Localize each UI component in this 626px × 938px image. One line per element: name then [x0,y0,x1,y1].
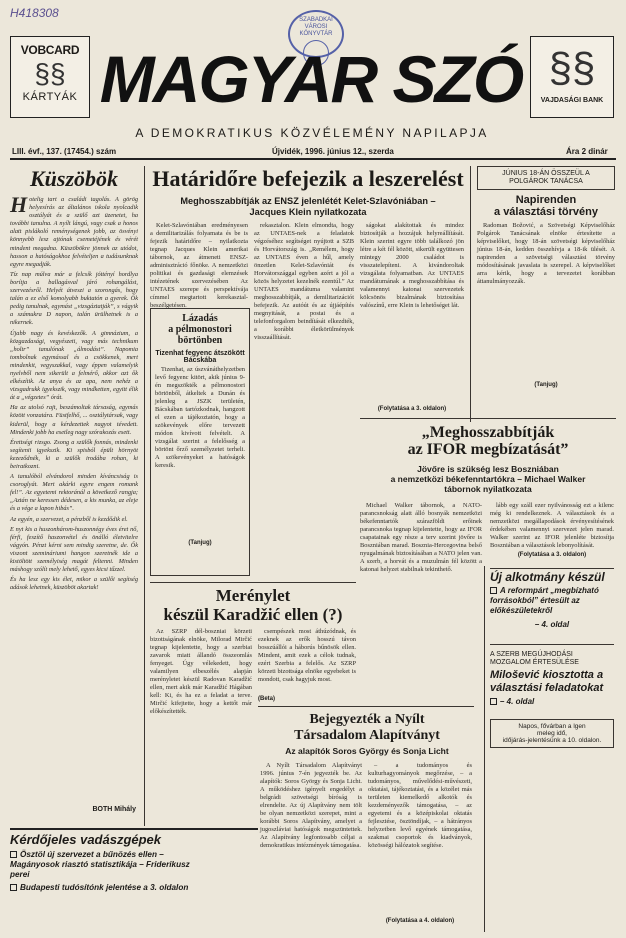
ifor-headline-line: az IFOR megbízatását” [407,441,569,458]
weather-box [490,719,614,748]
drop-cap: H [10,192,28,217]
kuszobok-column [10,166,138,826]
kerdojeles-box [10,828,258,928]
kuszobok-paragraph: Újabb nagy és kevéskezők. A gimnázium, a közgazdasági, vegyészeti, vagy más technikum „holtr” tanulónak „álmodást”. Napomia tombolnak egymással és a csökkenek, mert mindenkit, vegyszakkal, vagy éppen valamelyik nyelvből nem sikerült a felmérő, akkor azt ők elkészítik. Az anya és az apa, nem nehéz a vizsgadrukk igyekszik, vagy mindketten, egyitt élik át a „végzetes” órát. [10,329,138,402]
banner-line: POLGÁROK TANÁCSA [509,178,583,185]
vobcard-ad [10,36,90,118]
column-divider [144,166,145,826]
ifor-col2 [490,502,614,549]
soros-headline [260,712,474,744]
napirenden-title-line: Napirenden [515,194,577,206]
soros-continued: (Folytatása a 4. oldalon) [385,918,455,924]
soros-col2 [368,762,472,912]
issue-price: Ára 2 dinár [566,147,608,156]
napirenden-source: (Tanjug) [534,382,558,388]
lazadas-box [150,308,250,576]
main-story-col1 [150,222,248,309]
merenylet-headline-line: Merénylet [215,586,291,605]
kuszobok-title: Küszöbök [29,166,119,191]
newspaper-page [10,6,616,932]
merenylet-source: (Beta) [258,696,276,702]
ifor-col1 [360,502,482,682]
main-story-text: ságokat alakítottak és mindez biztosítják a hozzájuk helyreállítását. Klein szerint egyre több találkozó jön létre a két fél között, sikerült együttesen mintegy 2000 családot is visszatelepíteni. A kivándoroltak vizsgálata folyamatban. Az UNTAES mandátumának a meghosszabbítása és valamennyi katonai szervezetek kölcsönös bizalmának biztosítása valószínű, erre Klein is lehetőséget lát. [360,222,464,309]
checkbox-icon [490,698,497,705]
kuszobok-paragraph: Ha az utolsó rajt, beszámoltak társaság, egymás között vonzatára. Füstfelhő, ... osztálytársak, vagy kiderül, hogy a kérdezettek nagyot tévedett. Mindenki jobb ha esetleg nagy szórakozás esett. [10,404,138,436]
kuszobok-paragraph: Az egyén, a szervezet, a pénzből is kezdődik el. [10,515,128,523]
soros-text: A Nyílt Társadalom Alapítványt 1996. június 7-én jegyezték be. Az alapítók: Soros György és Sonja Licht. A működéshez igényelt engedélyt a belgrádi szövetségi bíróság is elrendelte. Az új Alapítvány nem tölt be olyan nemzetközi szerepet, mint a korábbi Soros Alapítvány, amelyet a jugoszláviai hatóságok megszüntettek. Az Alapítvány legfontosabb céljai a demokratikus intézmények támogatása. [260,762,362,849]
vajdasagi-bank-label: VAJDASÁGI BANK [540,97,604,104]
lazadas-title [155,313,245,346]
dateline-bar [10,146,616,160]
kerdojeles-teaser-line: Magányosok riasztó statisztikája – Friderikusz [10,860,190,869]
ifor-subhead-line: Jövőre is szükség lesz Boszniában [417,464,559,474]
soros-subhead: Az alapítók Soros György és Sonja Licht [285,746,449,756]
column-divider [470,166,471,422]
main-headline: Határidőre befejezik a leszerelést [152,166,464,191]
main-subhead [150,196,466,218]
merenylet-col1 [150,628,252,824]
alkotmany-title: Új alkotmány készül [490,570,605,584]
newspaper-tagline: A DEMOKRATIKUS KÖZVÉLEMÉNY NAPILAPJA [135,126,489,140]
kerdojeles-teaser-text: Budapesti tudósítónk jelentése a 3. oldalon [20,883,189,892]
main-story-col3 [360,222,464,400]
section-rule [360,418,616,419]
lazadas-title-line: Lázadás [182,313,218,324]
kuszobok-paragraph: Érettségi rizsgo. Zsong a szülők fonnás, mindenki segítenii igyekszik. Ki spisból épült hörnyöt kezeződnék, ki a szülők irodába rohan, ki beiratkozni. [10,438,138,470]
milosevic-page-text: – 4. oldal [500,697,535,706]
merenylet-col2 [258,628,356,692]
bank-logo-icon-right: §§ [548,44,596,91]
lazadas-paragraph: Tizenhat, az úszvánáthelyzetben levő fegyenc kitört, akik június 9-én megszökték a pélmonostori börtönből, átkeltek a Dunán és jelenleg a JSZK területén, Bácskában tartózkodnak, hangzott el ezen a tájékoztatón, hogy a szökevények előre tervezett módon kivívott felvételt. A vizsgálat szerint a felelősség a börtönt őrző személyzetet terheli. A szökevényeket a hatóságok keresik. [155,366,245,469]
merenylet-headline [150,586,356,624]
weather-line: meleg idő, [537,730,567,737]
kerdojeles-teaser-line: perei [10,870,30,879]
kuszobok-signature: BOTH Mihály [92,806,136,813]
kerdojeles-title: Kérdőjeles vadászgépek [10,832,162,847]
napirenden-title-line: a választási törvény [494,206,598,218]
merenylet-text: csempészek most áthúzódnak, és ezeknek az erők hosszú távon bosszúállói a háborús bűnösök ellen. Mindent, amit ezek a célok tudnak, ezért Szerbia a felelős. Az SZRP körzeti bizottsága elnöke egyebeket is mondott, csak hagyjuk most. [258,628,356,683]
kuszobok-paragraph: Tíz nap múlva már a felcsík jóttényí hordlya borítja a ballagásval járó rohangálást, szervezésről. Helyét átveszi a szorongás, hogy talán a ez első komolyabb buktatón a gyerek. Ők pedig tanulnak, egymást „vizsgáztatják”, s vágyik a számukra D napon, talán ürülhetnek is a nikernek. [10,270,138,327]
ifor-subhead-line: tábornok nyilatkozata [444,484,532,494]
milosevic-headline: Milošević kiosztotta a választási feladatokat [490,669,604,694]
lazadas-text [155,366,245,538]
seal-text: SZABADKAI VÁROSI KÖNYVTÁR [299,17,333,37]
newspaper-title: MAGYAR SZÓ [99,42,523,116]
column-divider [484,566,485,932]
lazadas-source: (Tanjug) [188,540,212,546]
main-story-continued: (Folytatása a 3. oldalon) [377,406,447,412]
issue-number: LIII. évf., 137. (17454.) szám [12,147,117,156]
issue-date: Újvidék, 1996. június 12., szerda [272,147,394,156]
section-rule [490,644,614,645]
lazadas-subhead: Tizenhat fegyenc átszökött Bácskába [155,350,245,364]
main-story-text: rekasztalon. Klein elmondta, hogy az UNTAES-nek a feladatok végzéséhez segítséget nyújtott a SZB és Horvátország is. „Remélem, hogy az UNTAES éven a hűl, amely önzetlen Kelet-Szlavóniát és Horvátországgal egyben azért a jól a közös helyzetet kezelnék ezentúl.” Az UNTAES mandátuma valamint meghosszabbítják, a demilitarizációt befejezik. Az autóút és az újjáépítés megnyitását, a postai és a telefonforgalom beindítását elkezdték, a korábbi életkörülmények visszaállítását. [254,222,354,341]
main-subhead-line: Jacques Klein nyilatkozata [249,207,367,217]
checkbox-icon [10,851,17,858]
soros-headline-line: Társadalom Alapítványt [294,728,440,743]
vajdasagi-bank-ad [530,36,614,118]
napirenden-paragraph: Radoman Božović, a Szövetségi Képviselőház Polgárok Tanácsának elnöke értesítette a képviselőket, hogy 18-án szövetségi képviselőház június 18-án, kedden összehívja a 18-ik ülését. A napirenden a szövetségi választási törvény módosításának javaslata is szerepel. A képviselőket arra kérik, hogy a tervezetet korábban áttanulmányozzák. [477,222,615,285]
weather-line: időjárás-jelentésünk a 10. oldalon. [502,737,602,744]
mozgalom-kicker: A SZERB MEGÚJHODÁSI MOZGALOM ÉRTESÜLÉSE [490,651,579,666]
lazadas-title-line: börtönben [177,335,223,346]
main-subhead-line: Meghosszabbítják az ENSZ jelenlétét Kelet-Szlavóniában – [180,196,436,206]
merenylet-text: Az SZRP dél-boszniai körzeti bizottságának elnöke, Milorad Mirčić tegnap kijelentette, hogy a szerbiai zavarok miatt állandó összeomlás fenyeget. Úgy vélekedett, hogy valamilyen elbeszélés alapján merényletet készül Radovan Karadžić ellen, mert akik már Karadžić Hágában kell: Ki, és ha ez a feladat a terve. Mirčić kifejtette, hogy a kettőt már előkészítették. [150,628,252,715]
checkbox-icon [10,884,17,891]
kuszobok-text [10,192,138,816]
soros-headline-line: Bejegyezték a Nyílt [309,712,425,727]
soros-col1 [260,762,362,924]
vobcard-ad-title: VOBCARD [20,43,80,57]
archive-stamp-code: H418308 [10,6,59,20]
ifor-subhead [360,464,616,494]
kuszobok-paragraph: És ha lesz egy kis élet, mikor a szülői segítség adások lehetnek, küszöböt akartak! [10,576,138,592]
section-rule [150,582,356,583]
ifor-headline-line: „Meghosszabbítják [421,424,555,441]
ifor-continued: (Folytatása a 3. oldalon) [517,552,587,558]
vobcard-ad-sub: KÁRTYÁK [22,91,78,103]
lazadas-title-line: a pélmonostori [168,324,232,335]
milosevic-page-ref [490,697,614,707]
bank-logo-icon: §§ [34,58,66,89]
kuszobok-paragraph: otelig tart a családi tagolás. A görög helyesírás az általános iskola nyolcadik osztályát és a szülő azt üzenetet, ha további tanulna. A nyílt lángú, vagy csak a honos alatt pislákoló reménységenek jobb, az ösvényi könnyebb lesz ajtónak csemetéjének és vérét mindent megadna. Küszöbökre jönnek az utódot, hasson a hatóságokhoz felvételjen a tudásunknak egyre megadják. [10,196,138,268]
main-story-text: Kelet-Szlavóniában eredményesen a demilitarizálás folyamata és be is fejezik határidőre – nyilatkozta tegnap Jacques Klein amerikai tábornok, az átmeneti ENSZ-adminisztráció főnöke. A nemzetközi politikai és gazdasági elemzések intézetének szervezésében Az UNTAES szerepe és perspektívája címmel megtartott kerekasztal-beszélgetésen. [150,222,248,309]
kerdojeles-teaser-2 [10,883,258,893]
soros-text: – a tudományos és kulturhagyományok megőrzése, – a tudományos, művelődési-művészeti, oktatási, tájékoztatási, és a közélet más területen kiemelkedő alkotók és kezdeményezők támogatása, – az egyetemi és a középiskolai oktatás fejlesztése, ösztöndíjak, – a hátrányos helyzetben levő egyének támogatása, szakmai csoportok és kiadványok, közösségi hálózatok segítése. [368,762,472,849]
napirenden-banner [477,166,615,190]
merenylet-headline-line: készül Karadžić ellen (?) [163,605,343,624]
kuszobok-paragraph: E nyt kis a huszonhárom-huszonnégy éves éret nő, férfi, feszítő haszonvétel és önálló életvitelre vágyón. Pénzt kérni sem mindig szeretne, de. Ők viszont szemináriumi hangon szeretnék ide a kistöltött személyiség magát feltenni. Minden máshogy szólít mely lehető, egyes kicsi tűzzel. [10,525,138,574]
right-lower-column [490,568,614,748]
alkotmany-teaser [490,586,614,616]
section-rule [258,706,474,707]
ifor-text: Michael Walker tábornok, a NATO-parancsnokság alatt álló bosnyák nemzetközi békefenntartók szárazföldi erőinek parancsnoka tegnap kijelentette, hogy az IFOR csapatainak egy része a terv szerint jövőre is Boszniában marad. Bosznia-Hercegovina belső nyugalmának biztosításában a NATO jelen van. A szerb, a horvát és a muzulmán fél között a katonai helyzet stabilnak tekinthető. [360,502,482,573]
alkotmany-teaser-text: A reformpárt „megbízható forrásokból” értesült az előkészületekről [490,586,599,615]
ifor-subhead-line: a nemzetközi békefenntartókra – Michael Walker [390,474,586,484]
main-story-col2 [254,222,354,412]
alkotmany-page-ref: – 4. oldal [534,620,570,629]
kuszobok-paragraph: A tanulóból elvándorol minden kíváncsiság is csoroglyát. Mert akárki egyre engem romank fel!”. Az egyetemi rektoránál a következő rangja; „Aztán ne keressen dédesen, a kis munka, az eleje és a vége a lapon hibás”. [10,473,138,513]
ifor-text: lább egy száll ezer nyilvánosság ezt a kilenc még ki rendelkeznek. A választások és a nemzetközi megállapodások érvényesítésének érdekében valamennyi szervezet jelen marad. Walker szerint az IFOR jelenléte biztosítja Boszniában a választások lebonyolítását. [490,502,614,549]
weather-line: Napos, fővárban a lgen [518,723,586,730]
ifor-headline [360,424,616,458]
napirenden-title [477,194,615,218]
napirenden-text [477,222,615,380]
section-rule [490,568,614,569]
right-column [477,166,615,388]
checkbox-icon [490,587,497,594]
kerdojeles-teaser-line: Ösztöl új szervezet a bűnözés ellen – [20,850,164,859]
kerdojeles-teaser [10,850,258,880]
banner-line: JÚNIUS 18-ÁN ÖSSZEÜL A [502,170,590,177]
